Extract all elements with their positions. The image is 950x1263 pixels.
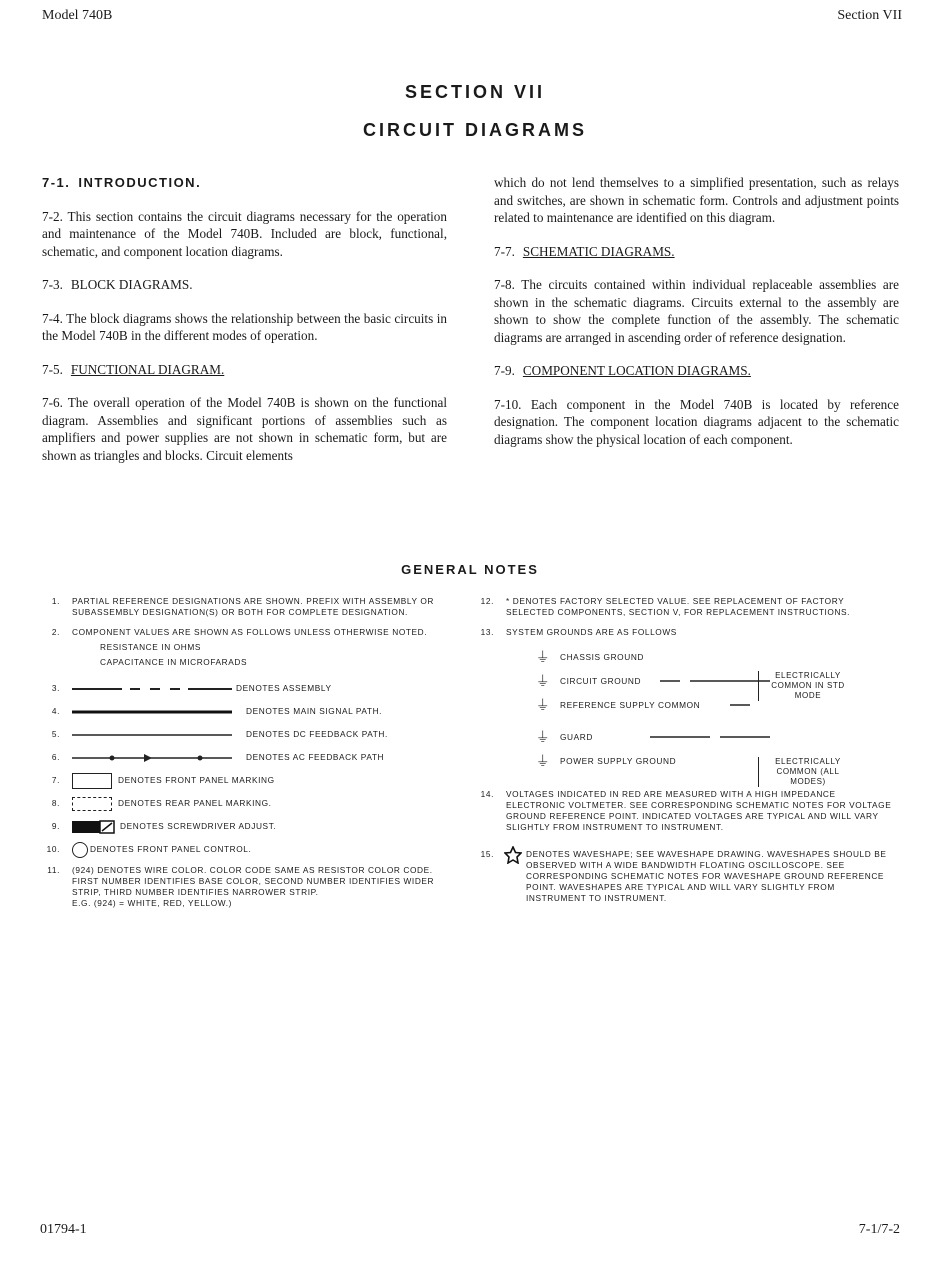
note-text: DENOTES FRONT PANEL MARKING [118,775,275,785]
note-text: PARTIAL REFERENCE DESIGNATIONS ARE SHOWN. PREFIX WITH ASSEMBLY OR SUBASSEMBLY DESIGNATION(S) OR BOTH FOR COMPLETE DESIGNATION. [72,596,435,617]
paragraph-7-2: 7-2. This section contains the circuit diagrams necessary for the operation and maintenance of the Model 740B. Included are block, functional, schematic, and component location diagrams. [42,208,447,259]
chassis-ground-icon: ⏚ [535,648,551,665]
ground-guard [532,725,894,749]
note-10 [40,838,460,861]
paragraph-7-6: 7-6. The overall operation of the Model 740B is shown on the functional diagram. Assemblies and significant portions of assemblies such as amplifiers and power supplies are not shown in schematic form, but are shown as triangles and blocks. Circuit elements [42,395,447,463]
ground-link-line [660,676,770,686]
note-number: 13. [480,627,494,637]
note-1 [40,596,460,618]
note-text: DENOTES REAR PANEL MARKING. [118,798,272,808]
note-text: DENOTES SCREWDRIVER ADJUST. [120,821,277,831]
note-15 [474,849,894,904]
note-text: * DENOTES FACTORY SELECTED VALUE. SEE REPLACEMENT OF FACTORY SELECTED COMPONENTS, SECTION V, FOR REPLACEMENT INSTRUCTIONS. [506,596,851,617]
note-6 [40,746,460,769]
ground-label: CHASSIS GROUND [560,651,645,662]
note-2 [40,627,460,668]
note-text: DENOTES DC FEEDBACK PATH. [246,729,388,739]
note-number: 9. [51,821,60,831]
note-text: SYSTEM GROUNDS ARE AS FOLLOWS [506,627,677,637]
note-number: 15. [480,849,494,859]
general-notes-title: GENERAL NOTES [401,562,539,577]
note-number: 11. [47,865,60,875]
note-4 [40,700,460,723]
ground-symbols [474,645,894,786]
paragraph-7-10: 7-10. Each component in the Model 740B is located by reference designation. The component location diagrams adjacent to the schematic diagrams show the physical location of each component. [494,396,899,447]
screwdriver-adjust-icon [72,820,116,834]
ground-label: POWER SUPPLY GROUND [560,755,677,766]
ground-label: REFERENCE SUPPLY COMMON [560,699,701,710]
ground-link-line [640,732,770,742]
heading-number: 7-1. [42,175,71,190]
heading-component-location [494,362,899,380]
note-text: COMPONENT VALUES ARE SHOWN AS FOLLOWS UNLESS OTHERWISE NOTED. [72,627,428,637]
note-number: 2. [51,627,60,637]
header-section: Section VII [837,8,902,23]
circuit-ground-icon: ⏚ [535,672,551,689]
section-title: SECTION VII [404,82,545,102]
note-7 [40,769,460,792]
electrically-common-all: ELECTRICALLY COMMON (ALL MODES) [758,757,853,787]
guard-icon: ⏚ [535,728,551,745]
note-2-resistance: RESISTANCE IN OHMS [100,642,201,652]
header-model: Model 740B [42,8,113,23]
note-number: 1. [51,596,60,606]
heading-number: 7-9. [494,363,515,378]
ground-label: GUARD [560,731,593,742]
note-number: 6. [51,752,60,762]
note-11 [40,865,460,909]
ground-label: CIRCUIT GROUND [560,675,642,686]
power-supply-ground-icon: ⏚ [535,752,551,769]
heading-number: 7-5. [42,361,63,377]
waveshape-star-icon [504,846,522,864]
note-text: DENOTES MAIN SIGNAL PATH. [246,706,383,716]
section-subtitle: CIRCUIT DIAGRAMS [363,120,587,140]
note-9 [40,815,460,838]
note-number: 5. [51,729,60,739]
right-column [494,174,899,464]
note-14 [474,789,894,833]
note-number: 4. [51,706,60,716]
ground-link-line [730,700,760,710]
heading-text: FUNCTIONAL DIAGRAM. [70,361,225,377]
note-3 [40,677,460,700]
front-panel-marking-icon [72,773,112,789]
note-2-capacitance: CAPACITANCE IN MICROFARADS [100,657,248,667]
note-number: 3. [51,683,60,693]
footer-page-number: 7-1/7-2 [858,1222,900,1237]
heading-introduction [42,174,447,192]
heading-block-diagrams [42,276,447,294]
note-text: VOLTAGES INDICATED IN RED ARE MEASURED WITH A HIGH IMPEDANCE ELECTRONIC VOLTMETER. SEE CORRESPONDING SCHEMATIC NOTES FOR VOLTAGE GROUND REFERENCE POINT. INDICATED VOLTAGES ARE TYPICAL AND WILL VARY SLIGHTLY FROM INSTRUMENT TO INSTRUMENT. [506,789,892,832]
heading-text: COMPONENT LOCATION DIAGRAMS. [522,363,751,378]
heading-schematic-diagrams [494,243,899,261]
front-panel-control-icon [72,842,88,858]
note-text: DENOTES WAVESHAPE; SEE WAVESHAPE DRAWING. WAVESHAPES SHOULD BE OBSERVED WITH A WIDE BANDWIDTH FLOATING OSCILLOSCOPE. SEE CORRESPONDING SCHEMATIC NOTES FOR WAVESHAPE GROUND REFERENCE POINT. WAVESHAPES ARE TYPICAL AND WILL VARY SLIGHTLY FROM INSTRUMENT TO INSTRUMENT. [526,849,887,903]
note-text: DENOTES AC FEEDBACK PATH [246,752,385,762]
reference-common-icon: ⏚ [535,696,551,713]
heading-text: SCHEMATIC DIAGRAMS. [522,243,675,259]
note-text: (924) DENOTES WIRE COLOR. COLOR CODE SAME AS RESISTOR COLOR CODE. FIRST NUMBER IDENTIFIES BASE COLOR, SECOND NUMBER IDENTIFIES WIDER STRIP, THIRD NUMBER IDENTIFIES NARROWER STRIP. [72,865,435,897]
note-8 [40,792,460,815]
note-number: 8. [51,798,60,808]
general-notes-right [474,596,894,913]
main-signal-path-symbol [72,707,232,717]
note-5 [40,723,460,746]
note-number: 7. [51,775,60,785]
heading-number: 7-3. [42,277,63,292]
rear-panel-marking-icon [72,797,112,811]
ac-feedback-path-symbol [72,753,232,763]
dc-feedback-path-symbol [72,730,232,740]
paragraph-7-4: 7-4. The block diagrams shows the relationship between the basic circuits in the Model 740B in the different modes of operation. [42,310,447,343]
heading-functional-diagram [42,361,447,379]
note-text: DENOTES FRONT PANEL CONTROL. [90,844,252,854]
note-number: 12. [480,596,494,606]
ground-chassis [532,645,894,669]
heading-text: INTRODUCTION. [78,175,202,190]
paragraph-7-8: 7-8. The circuits contained within individual replaceable assemblies are shown in the schematic diagrams. Circuits external to the assembly are shown to show the complete function of the assembly. The schematic diagrams are arranged in ascending order of reference designation. [494,277,899,345]
assembly-line-symbol [72,684,232,694]
electrically-common-std: ELECTRICALLY COMMON IN STD MODE [758,671,853,701]
note-12 [474,596,894,618]
note-text: DENOTES ASSEMBLY [236,683,332,693]
heading-number: 7-7. [494,243,515,259]
general-notes-left [40,596,460,918]
note-number: 14. [480,789,494,799]
heading-text: BLOCK DIAGRAMS. [70,277,193,292]
note-13 [474,627,894,638]
note-number: 10. [46,844,60,854]
paragraph-continued: which do not lend themselves to a simplified presentation, such as relays and switches, are shown in schematic form. Controls and adjustment points related to maintenance are identified on this diagram. [494,175,899,225]
footer-document-number: 01794-1 [40,1222,87,1237]
left-column [42,174,447,480]
note-11-example: E.G. (924) = WHITE, RED, YELLOW.) [72,898,233,908]
